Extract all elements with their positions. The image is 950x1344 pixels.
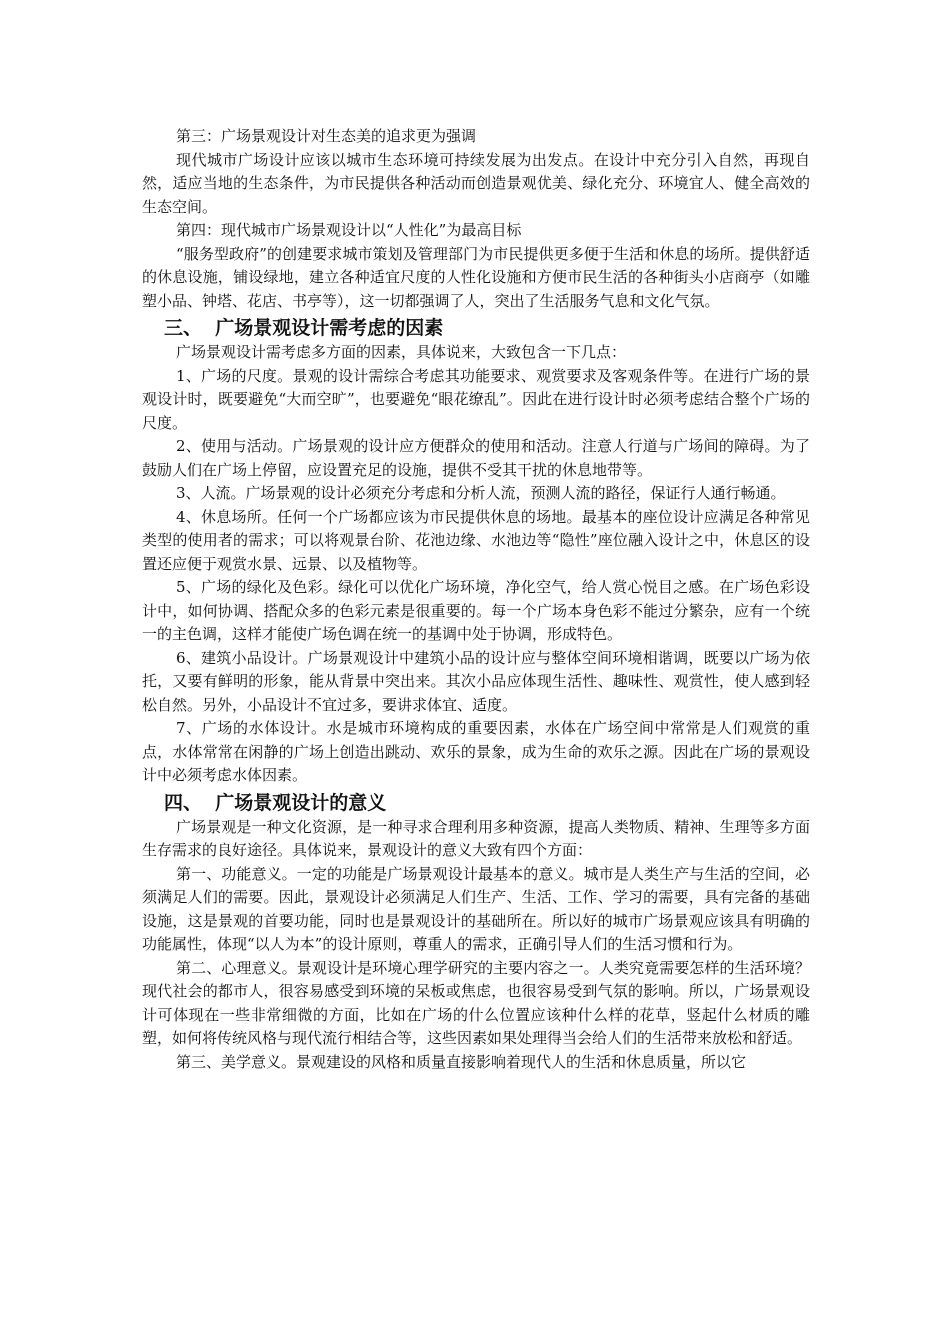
document-body (142, 125, 810, 1074)
section-heading-4: 四、 广场景观设计的意义 (164, 791, 387, 814)
paragraph: 广场景观是一种文化资源，是一种寻求合理利用多种资源，提高人类物质、精神、生理等多方面生存需求的良好途径。具体说来，景观设计的意义大致有四个方面： (142, 817, 810, 859)
paragraph: 第一、功能意义。一定的功能是广场景观设计最基本的意义。城市是人类生产与生活的空间，必须满足人们的需要。因此，景观设计必须满足人们生产、生活、工作、学习的需要，具有完备的基础设施，这是景观的首要功能，同时也是景观设计的基础所在。所以好的城市广场景观应该具有明确的功能属性，体现“以人为本”的设计原则，尊重人的需求，正确引导人们的生活习惯和行为。 (142, 864, 810, 953)
paragraph: 3、人流。广场景观的设计必须充分考虑和分析人流，预测人流的路径，保证行人通行畅通。 (176, 484, 786, 502)
paragraph: 6、建筑小品设计。广场景观设计中建筑小品的设计应与整体空间环境相谐调，既要以广场为依托，又要有鲜明的形象，能从背景中突出来。其次小品应体现生活性、趣味性、观赏性，使人感到轻松自然。另外，小品设计不宜过多，要讲求体宜、适度。 (142, 648, 810, 714)
paragraph: 第三、美学意义。景观建设的风格和质量直接影响着现代人的生活和休息质量，所以它 (176, 1052, 747, 1071)
paragraph: 5、广场的绿化及色彩。绿化可以优化广场环境，净化空气，给人赏心悦目之感。在广场色彩设计中，如何协调、搭配众多的色彩元素是很重要的。每一个广场本身色彩不能过分繁杂，应有一个统一的主色调，这样才能使广场色调在统一的基调中处于协调，形成特色。 (142, 578, 810, 643)
paragraph: 第四：现代城市广场景观设计以“人性化”为最高目标 (176, 221, 522, 239)
paragraph: 7、广场的水体设计。水是城市环境构成的重要因素，水体在广场空间中常常是人们观赏的重点，水体常常在闲静的广场上创造出跳动、欢乐的景象，成为生命的欢乐之源。因此在广场的景观设计中必须考虑水体因素。 (142, 719, 810, 784)
section-heading-3: 三、 广场景观设计需考虑的因素 (164, 317, 444, 339)
paragraph: 第三：广场景观设计对生态美的追求更为强调 (176, 127, 477, 145)
paragraph: 1、广场的尺度。景观的设计需综合考虑其功能要求、观赏要求及客观条件等。在进行广场的景观设计时，既要避免“大而空旷”，也要避免“眼花缭乱”。因此在进行设计时必须考虑结合整个广场的尺度。 (142, 366, 810, 432)
paragraph: “服务型政府”的创建要求城市策划及管理部门为市民提供更多便于生活和休息的场所。提供舒适的休息设施，铺设绿地，建立各种适宜尺度的人性化设施和方便市民生活的各种街头小店商亭（如雕塑小品、钟塔、花店、书亭等），这一切都强调了人，突出了生活服务气息和文化气氛。 (142, 244, 810, 310)
paragraph: 4、休息场所。任何一个广场都应该为市民提供休息的场地。最基本的座位设计应满足各种常见类型的使用者的需求；可以将观景台阶、花池边缘、水池边等“隐性”座位融入设计之中，休息区的设置还应便于观赏水景、远景、以及植物等。 (142, 507, 810, 573)
paragraph: 现代城市广场设计应该以城市生态环境可持续发展为出发点。在设计中充分引入自然，再现自然，适应当地的生态条件，为市民提供各种活动而创造景观优美、绿化充分、环境宜人、健全高效的生态空间。 (142, 150, 810, 216)
paragraph: 2、使用与活动。广场景观的设计应方便群众的使用和活动。注意人行道与广场间的障碍。为了鼓励人们在广场上停留，应设置充足的设施，提供不受其干扰的休息地带等。 (142, 437, 810, 479)
paragraph: 第二、心理意义。景观设计是环境心理学研究的主要内容之一。人类究竟需要怎样的生活环境？现代社会的都市人，很容易感受到环境的呆板或焦虑，也很容易受到气氛的影响。所以，广场景观设计可体现在一些非常细微的方面，比如在广场的什么位置应该种什么样的花草，竖起什么材质的雕塑，如何将传统风格与现代流行相结合等，这些因素如果处理得当会给人们的生活带来放松和舒适。 (142, 958, 810, 1047)
paragraph: 广场景观设计需考虑多方面的因素，具体说来，大致包含一下几点： (176, 343, 627, 361)
